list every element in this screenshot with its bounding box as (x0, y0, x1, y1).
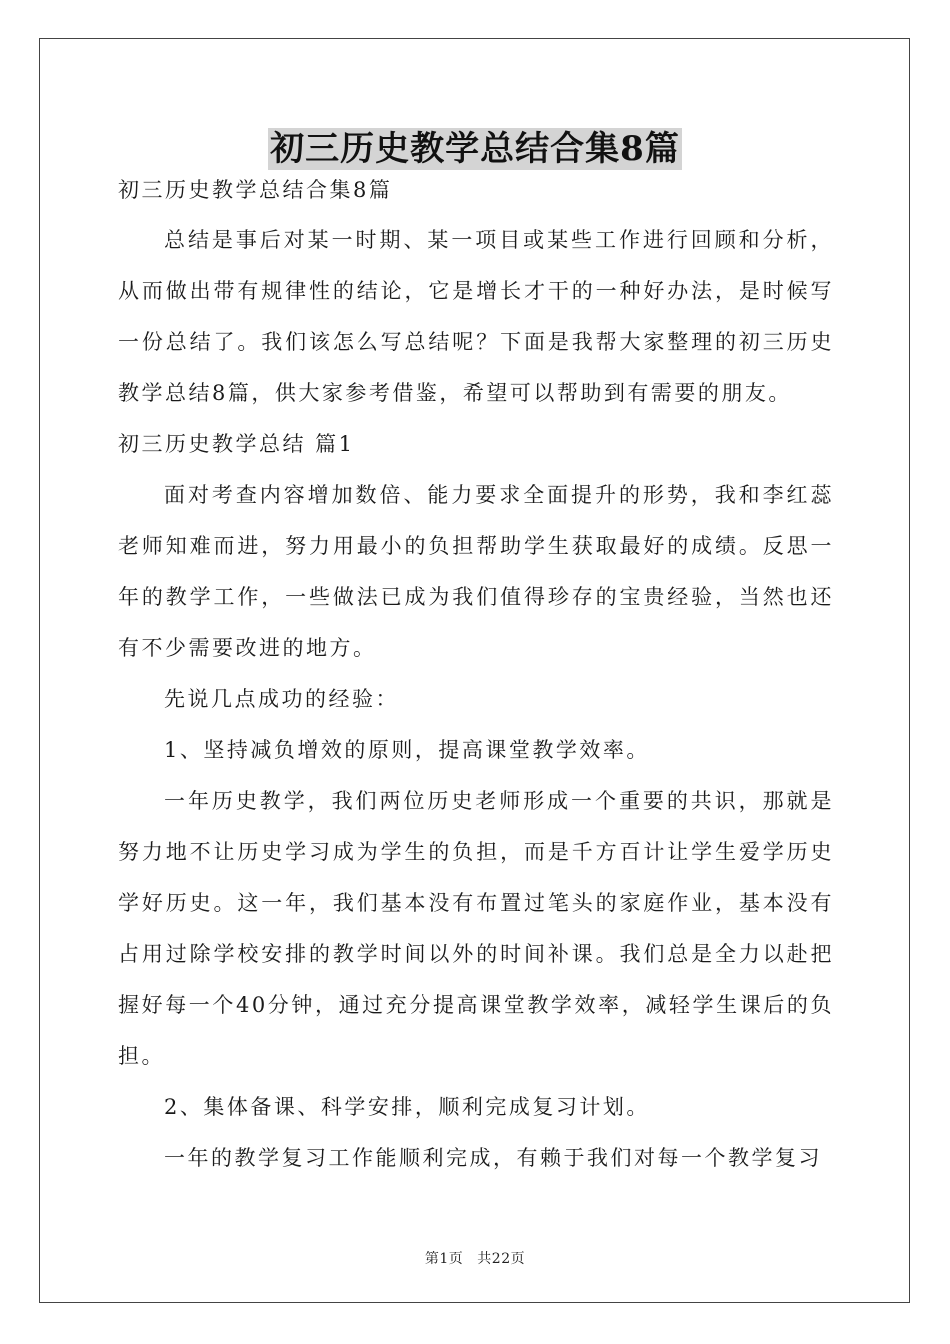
body-paragraph: 一年的教学复习工作能顺利完成，有赖于我们对每一个教学复习 (164, 1146, 822, 1170)
title-wrap (0, 128, 950, 170)
body-paragraph: 1、坚持减负增效的原则，提高课堂教学效率。 (164, 738, 650, 762)
document-body (118, 178, 834, 1184)
page-footer (0, 1248, 950, 1268)
intro-paragraph: 总结是事后对某一时期、某一项目或某些工作进行回顾和分析，从而做出带有规律性的结论，它是增长才干的一种好办法，是时候写一份总结了。我们该怎么写总结呢？下面是我帮大家整理的初三历史教学总结8篇，供大家参考借鉴，希望可以帮助到有需要的朋友。 (118, 228, 834, 405)
body-paragraph: 2、集体备课、科学安排，顺利完成复习计划。 (164, 1095, 650, 1119)
page-number: 第1页 (424, 1251, 464, 1267)
body-paragraph: 一年历史教学，我们两位历史老师形成一个重要的共识，那就是努力地不让历史学习成为学生的负担，而是千方百计让学生爱学历史学好历史。这一年，我们基本没有布置过笔头的家庭作业，基本没有占用过除学校安排的教学时间以外的时间补课。我们总是全力以赴把握好每一个40分钟，通过充分提高课堂教学效率，减轻学生课后的负担。 (118, 789, 834, 1068)
document-subtitle: 初三历史教学总结合集8篇 (118, 178, 393, 202)
body-paragraph: 先说几点成功的经验： (164, 687, 399, 711)
document-title: 初三历史教学总结合集8篇 (270, 129, 680, 169)
body-paragraph: 面对考查内容增加数倍、能力要求全面提升的形势，我和李红蕊老师知难而进，努力用最小的负担帮助学生获取最好的成绩。反思一年的教学工作，一些做法已成为我们值得珍存的宝贵经验，当然也还有不少需要改进的地方。 (118, 483, 834, 660)
section-heading: 初三历史教学总结 篇1 (118, 432, 355, 456)
page-total: 共22页 (477, 1251, 526, 1267)
